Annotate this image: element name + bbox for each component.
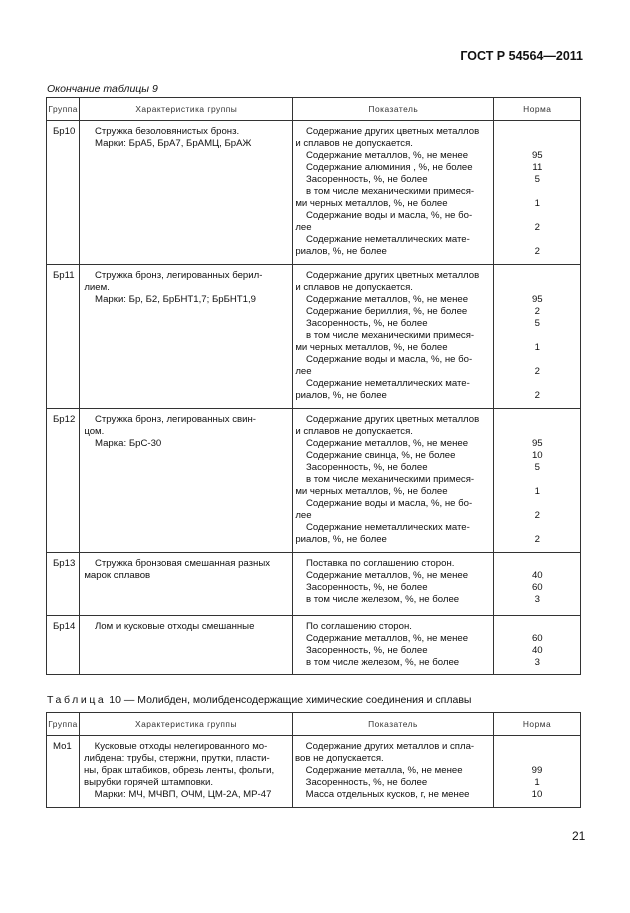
group-indicator: Поставка по соглашению сторон. Содержание металлов, %, не менее Засоренность, %, не более в том числе железом, %, не более [293,553,494,616]
document-header: ГОСТ Р 54564—2011 [460,49,583,63]
group-characteristic: Лом и кусковые отходы смешанные [80,616,293,675]
group-norm: 95 10 5 1 2 2 [494,409,581,553]
table-row [47,409,581,553]
group-code: Бр13 [47,553,80,616]
col-header-indicator: Показатель [293,98,494,121]
group-norm: 60 40 3 [494,616,581,675]
group-indicator: Содержание других цветных металлов и сплавов не допускается. Содержание металлов, %, не менее Содержание бериллия, %, не более Засоренность, %, не более в том числе механическими примеся- ми черных металлов, %, не более Содержание воды и масла, %, не бо- лее Содержание неметаллических мате- риалов, %, не более [293,265,494,409]
table-header-row [47,713,581,736]
group-indicator: Содержание других цветных металлов и сплавов не допускается. Содержание металлов, %, не менее Содержание свинца, %, не более Засоренность, %, не более в том числе механическими примеся- ми черных металлов, %, не более Содержание воды и масла, %, не бо- лее Содержание неметаллических мате- риалов, %, не более [293,409,494,553]
table-10 [46,712,581,808]
table-row [47,121,581,265]
table10-caption-label: Таблица [47,694,107,706]
group-norm: 40 60 3 [494,553,581,616]
group-code: Бр12 [47,409,80,553]
table-row [47,736,581,808]
col-header-indicator: Показатель [293,713,494,736]
group-characteristic: Стружка безоловянистых бронз. Марки: БрА5, БрА7, БрАМЦ, БрАЖ [80,121,293,265]
group-norm: 99 1 10 [494,736,581,808]
table-row [47,265,581,409]
table10-caption [47,694,471,706]
group-norm: 95 11 5 1 2 2 [494,121,581,265]
table10-caption-text: 10 — Молибден, молибденсодержащие химические соединения и сплавы [106,694,472,706]
group-norm: 95 2 5 1 2 2 [494,265,581,409]
table-row [47,553,581,616]
table-row [47,616,581,675]
group-characteristic: Стружка бронзовая смешанная разных марок сплавов [80,553,293,616]
group-indicator: По соглашению сторон. Содержание металлов, %, не менее Засоренность, %, не более в том числе железом, %, не более [293,616,494,675]
table-header-row [47,98,581,121]
group-code: Бр10 [47,121,80,265]
col-header-norm: Норма [494,713,581,736]
col-header-characteristic: Характеристика группы [80,98,293,121]
col-header-characteristic: Характеристика группы [80,713,293,736]
group-indicator: Содержание других металлов и спла- вов не допускается. Содержание металла, %, не менее Засоренность, %, не более Масса отдельных кусков, г, не менее [293,736,494,808]
page-number: 21 [572,829,586,843]
group-code: Мо1 [47,736,80,808]
group-code: Бр11 [47,265,80,409]
col-header-norm: Норма [494,98,581,121]
col-header-group: Группа [47,98,80,121]
table9-caption: Окончание таблицы 9 [47,83,158,95]
group-indicator: Содержание других цветных металлов и сплавов не допускается. Содержание металлов, %, не менее Содержание алюминия , %, не более Засоренность, %, не более в том числе механическими примеся- ми черных металлов, %, не более Содержание воды и масла, %, не бо- лее Содержание неметаллических мате- риалов, %, не более [293,121,494,265]
group-code: Бр14 [47,616,80,675]
group-characteristic: Стружка бронз, легированных свин- цом. Марка: БрС-30 [80,409,293,553]
col-header-group: Группа [47,713,80,736]
table-9 [46,97,581,675]
group-characteristic: Кусковые отходы нелегированного мо- либдена: трубы, стержни, прутки, пласти- ны, брак штабиков, обрезь ленты, фольги, вырубки горячей штамповки. Марки: МЧ, МЧВП, ОЧМ, ЦМ-2А, МР-47 [80,736,293,808]
group-characteristic: Стружка бронз, легированных берил- лием. Марки: Бр, Б2, БрБНТ1,7; БрБНТ1,9 [80,265,293,409]
